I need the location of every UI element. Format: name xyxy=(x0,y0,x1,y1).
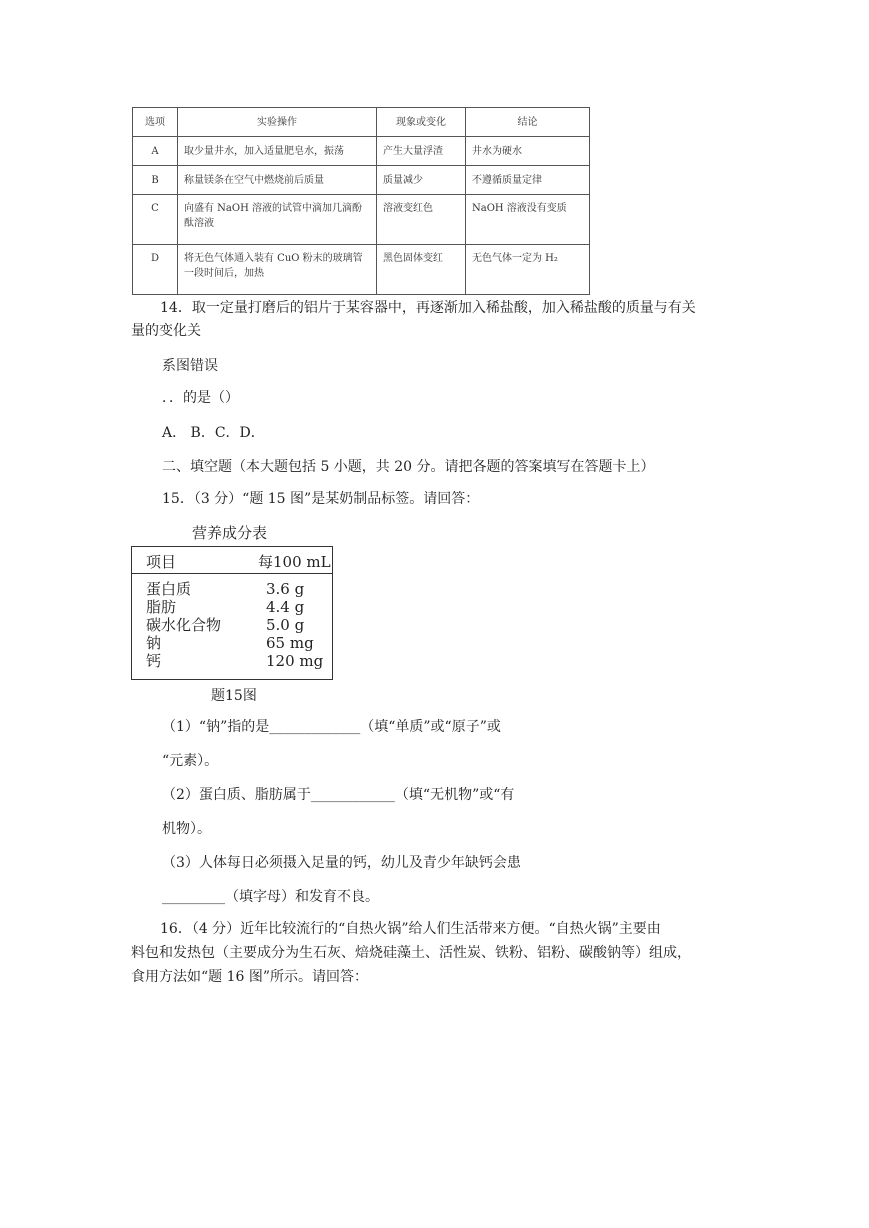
q15-intro: 15．（3 分）“题 15 图”是某奶制品标签。请回答： xyxy=(162,491,480,507)
nutrient-name: 脂肪 xyxy=(146,598,177,616)
nutrient-name: 钙 xyxy=(146,652,162,670)
q15-sub3-line2: _________（填字母）和发育不良。 xyxy=(162,889,379,905)
nutrition-row xyxy=(132,598,332,616)
table-row xyxy=(133,166,590,195)
table-row xyxy=(133,245,590,295)
experiment-table xyxy=(132,107,590,295)
q14-line4: ．．的是（） xyxy=(162,390,239,406)
row-observation: 产生大量浮渣 xyxy=(377,137,466,166)
q16-line3: 食用方法如“题 16 图”所示。请回答： xyxy=(131,969,369,985)
row-observation: 溶液变红色 xyxy=(377,195,466,245)
nutrient-name: 蛋白质 xyxy=(146,580,192,598)
table-header-row xyxy=(133,108,590,137)
row-option: C xyxy=(133,195,178,245)
q15-sub1-line1: （1）“钠”指的是_____________（填“单质”或“原子”或 xyxy=(162,719,501,735)
nutrient-value: 65 mg xyxy=(266,634,314,652)
row-operation: 向盛有 NaOH 溶液的试管中滴加几滴酚酞溶液 xyxy=(178,195,377,245)
q14-options: A． B．C．D． xyxy=(162,425,265,441)
row-operation: 将无色气体通入装有 CuO 粉末的玻璃管一段时间后，加热 xyxy=(178,245,377,295)
nutrient-value: 3.6 g xyxy=(266,580,305,598)
nutrition-label xyxy=(131,546,333,680)
table-row xyxy=(133,137,590,166)
nutrient-name: 碳水化合物 xyxy=(146,616,222,634)
header-operation: 实验操作 xyxy=(178,108,377,137)
q16-line1: 16．（4 分）近年比较流行的“自热火锅”给人们生活带来方便。“自热火锅”主要由 xyxy=(160,921,661,937)
nutrient-name: 钠 xyxy=(146,634,162,652)
nutrient-value: 120 mg xyxy=(266,652,324,670)
row-operation: 称量镁条在空气中燃烧前后质量 xyxy=(178,166,377,195)
q14-line3: 系图错误 xyxy=(162,358,218,374)
row-option: D xyxy=(133,245,178,295)
nutrition-row xyxy=(132,652,332,670)
header-option: 选项 xyxy=(133,108,178,137)
row-conclusion: 无色气体一定为 H₂ xyxy=(466,245,590,295)
header-observation: 现象或变化 xyxy=(377,108,466,137)
nutrition-row xyxy=(132,616,332,634)
q14-line2: 量的变化关 xyxy=(131,323,201,339)
nutrient-value: 4.4 g xyxy=(266,598,305,616)
header-conclusion: 结论 xyxy=(466,108,590,137)
row-conclusion: 井水为硬水 xyxy=(466,137,590,166)
q15-sub2-line2: 机物）。 xyxy=(162,821,211,837)
row-observation: 黑色固体变红 xyxy=(377,245,466,295)
nutrition-header-value: 每100 mL xyxy=(258,553,331,571)
figure-caption: 题15图 xyxy=(211,688,257,704)
q15-sub1-line2: “元素）。 xyxy=(162,753,219,769)
nutrition-label-title: 营养成分表 xyxy=(192,524,268,542)
nutrition-header-key: 项目 xyxy=(146,553,177,571)
q15-sub2-line1: （2）蛋白质、脂肪属于____________（填“无机物”或“有 xyxy=(162,787,515,803)
q16-line2: 料包和发热包（主要成分为生石灰、焙烧硅藻土、活性炭、铁粉、铝粉、碳酸钠等）组成， xyxy=(131,945,691,961)
q15-sub3-line1: （3）人体每日必须摄入足量的钙，幼儿及青少年缺钙会患 xyxy=(162,855,521,871)
nutrition-label-header xyxy=(132,547,332,574)
row-observation: 质量减少 xyxy=(377,166,466,195)
row-conclusion: 不遵循质量定律 xyxy=(466,166,590,195)
nutrition-row xyxy=(132,580,332,598)
row-option: A xyxy=(133,137,178,166)
section-heading: 二、填空题（本大题包括 5 小题，共 20 分。请把各题的答案填写在答题卡上） xyxy=(162,459,655,475)
row-option: B xyxy=(133,166,178,195)
nutrition-row xyxy=(132,634,332,652)
table-row xyxy=(133,195,590,245)
row-operation: 取少量井水，加入适量肥皂水，振荡 xyxy=(178,137,377,166)
nutrient-value: 5.0 g xyxy=(266,616,305,634)
row-conclusion: NaOH 溶液没有变质 xyxy=(466,195,590,245)
q14-line1: 14．取一定量打磨后的铝片于某容器中，再逐渐加入稀盐酸，加入稀盐酸的质量与有关 xyxy=(160,300,696,316)
